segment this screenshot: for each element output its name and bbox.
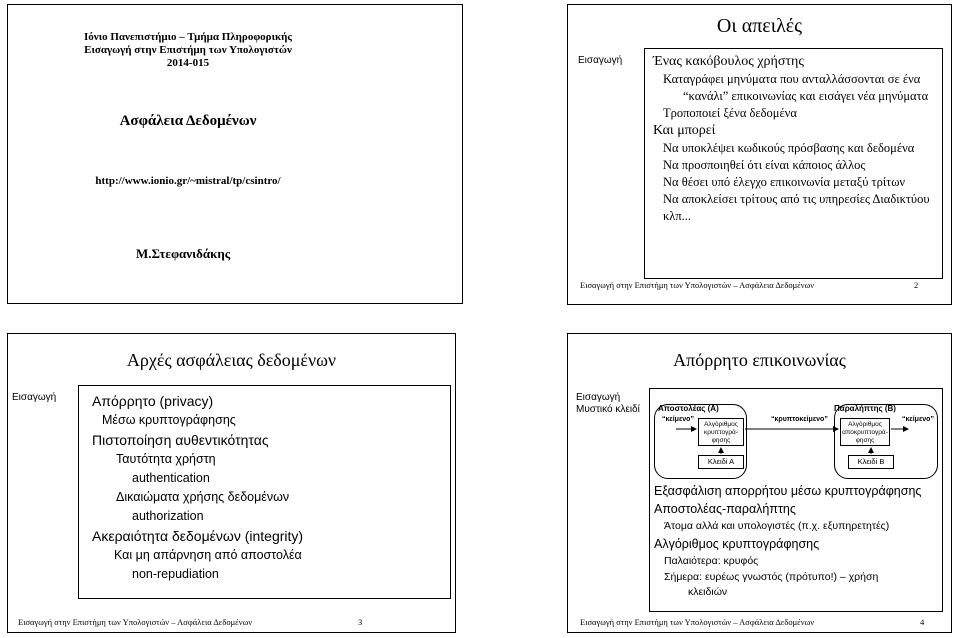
slide4-subsection-label: Μυστικό κλειδί bbox=[576, 404, 640, 415]
slide1-title: Ασφάλεια Δεδομένων bbox=[119, 113, 257, 129]
slide4-section-label: Εισαγωγή bbox=[576, 392, 621, 403]
slide4-title: Απόρρητο επικοινωνίας bbox=[673, 350, 846, 370]
ciphertext-label: “κρυπτοκείμενο” bbox=[771, 416, 828, 423]
slide2-bullets bbox=[653, 53, 943, 225]
bullet-line: Ακεραιότητα δεδομένων (integrity) bbox=[92, 528, 304, 544]
bullet-line: Παλαιότερα: κρυφός bbox=[664, 555, 759, 567]
sender-label: Αποστολέας (Α) bbox=[658, 404, 719, 413]
slide-3 bbox=[7, 333, 456, 633]
bullet-line: Δικαιώματα χρήσης δεδομένων bbox=[116, 490, 290, 504]
slide3-bullets bbox=[92, 391, 447, 584]
bullet-line: κλπ... bbox=[663, 209, 692, 223]
decrypt-algo-box: Αλγόριθμος αποκρυπτογρά-φησης bbox=[840, 418, 890, 446]
encrypt-algo-box: Αλγόριθμος κρυπτογρά-φησης bbox=[698, 418, 744, 446]
bullet-line: Πιστοποίηση αυθεντικότητας bbox=[92, 432, 269, 448]
slide3-section-label: Εισαγωγή bbox=[12, 392, 57, 403]
slide-1 bbox=[7, 4, 463, 304]
bullet-line: κλειδιών bbox=[688, 586, 728, 598]
bullet-line: Και μπορεί bbox=[653, 123, 716, 138]
bullet-line: authorization bbox=[132, 509, 204, 523]
receiver-label: Παραλήπτης (Β) bbox=[834, 404, 896, 413]
slide2-section-label: Εισαγωγή bbox=[578, 55, 623, 66]
slide-2 bbox=[567, 4, 952, 305]
slide2-footer: Εισαγωγή στην Επιστήμη των Υπολογιστών – Ασφάλεια Δεδομένων bbox=[580, 280, 815, 290]
slide-4 bbox=[567, 333, 952, 633]
university-name: Ιόνιο Πανεπιστήμιο – Τμήμα Πληροφορικής bbox=[84, 31, 292, 43]
bullet-line: Ταυτότητα χρήστη bbox=[116, 452, 216, 466]
slide4-page-number: 4 bbox=[920, 617, 925, 627]
bullet-line: Αποστολέας-παραλήπτης bbox=[654, 502, 796, 516]
key-a-box: Κλειδί Α bbox=[698, 455, 744, 469]
bullet-line: Να υποκλέψει κωδικούς πρόσβασης και δεδομένα bbox=[663, 141, 915, 155]
bullet-line: Να θέσει υπό έλεγχο επικοινωνία μεταξύ τρίτων bbox=[663, 175, 906, 189]
slide3-title: Αρχές ασφάλειας δεδομένων bbox=[126, 350, 337, 370]
bullet-line: Απόρρητο (privacy) bbox=[92, 393, 214, 409]
slide4-bullets bbox=[654, 482, 944, 600]
bullet-line: Τροποποιεί ξένα δεδομένα bbox=[663, 106, 797, 120]
key-b-box: Κλειδί Β bbox=[848, 455, 894, 469]
bullet-line: Ένας κακόβουλος χρήστης bbox=[653, 54, 804, 69]
bullet-line: Εξασφάλιση απορρήτου μέσω κρυπτογράφησης bbox=[654, 484, 922, 498]
plaintext-out-label: “κείμενο” bbox=[902, 416, 934, 423]
slide4-footer: Εισαγωγή στην Επιστήμη των Υπολογιστών – Ασφάλεια Δεδομένων bbox=[580, 617, 815, 627]
bullet-line: Μέσω κρυπτογράφησης bbox=[102, 413, 236, 427]
slide3-footer: Εισαγωγή στην Επιστήμη των Υπολογιστών – Ασφάλεια Δεδομένων bbox=[18, 617, 253, 627]
course-year: 2014-015 bbox=[166, 57, 210, 69]
diagram-arrows bbox=[568, 334, 951, 494]
author-name: Μ.Στεφανιδάκης bbox=[136, 246, 231, 261]
course-name: Εισαγωγή στην Επιστήμη των Υπολογιστών bbox=[84, 44, 292, 56]
slide3-page-number: 3 bbox=[358, 617, 363, 627]
slide2-page-number: 2 bbox=[914, 280, 919, 290]
slide1-header bbox=[78, 31, 298, 70]
course-url[interactable]: http://www.ionio.gr/~mistral/tp/csintro/ bbox=[95, 175, 281, 187]
bullet-line: Να αποκλείσει τρίτους από τις υπηρεσίες Διαδικτύου bbox=[663, 192, 930, 206]
bullet-line: Καταγράφει μηνύματα που ανταλλάσσονται σε ένα bbox=[663, 72, 921, 86]
bullet-line: non-repudiation bbox=[132, 567, 219, 581]
bullet-line: Σήμερα: ευρέως γνωστός (πρότυπο!) – χρήση bbox=[664, 571, 879, 583]
bullet-line: “κανάλι” επικοινωνίας και εισάγει νέα μηνύματα bbox=[683, 89, 929, 103]
bullet-line: Να προσποιηθεί ότι είναι κάποιος άλλος bbox=[663, 158, 866, 172]
bullet-line: Αλγόριθμος κρυπτογράφησης bbox=[654, 537, 820, 551]
slide2-title: Οι απειλές bbox=[716, 15, 803, 37]
bullet-line: Και μη απάρνηση από αποστολέα bbox=[114, 548, 302, 562]
bullet-line: Άτομα αλλά και υπολογιστές (π.χ. εξυπηρετητές) bbox=[664, 520, 890, 532]
bullet-line: authentication bbox=[132, 471, 210, 485]
plaintext-in-label: “κείμενο” bbox=[662, 416, 694, 423]
